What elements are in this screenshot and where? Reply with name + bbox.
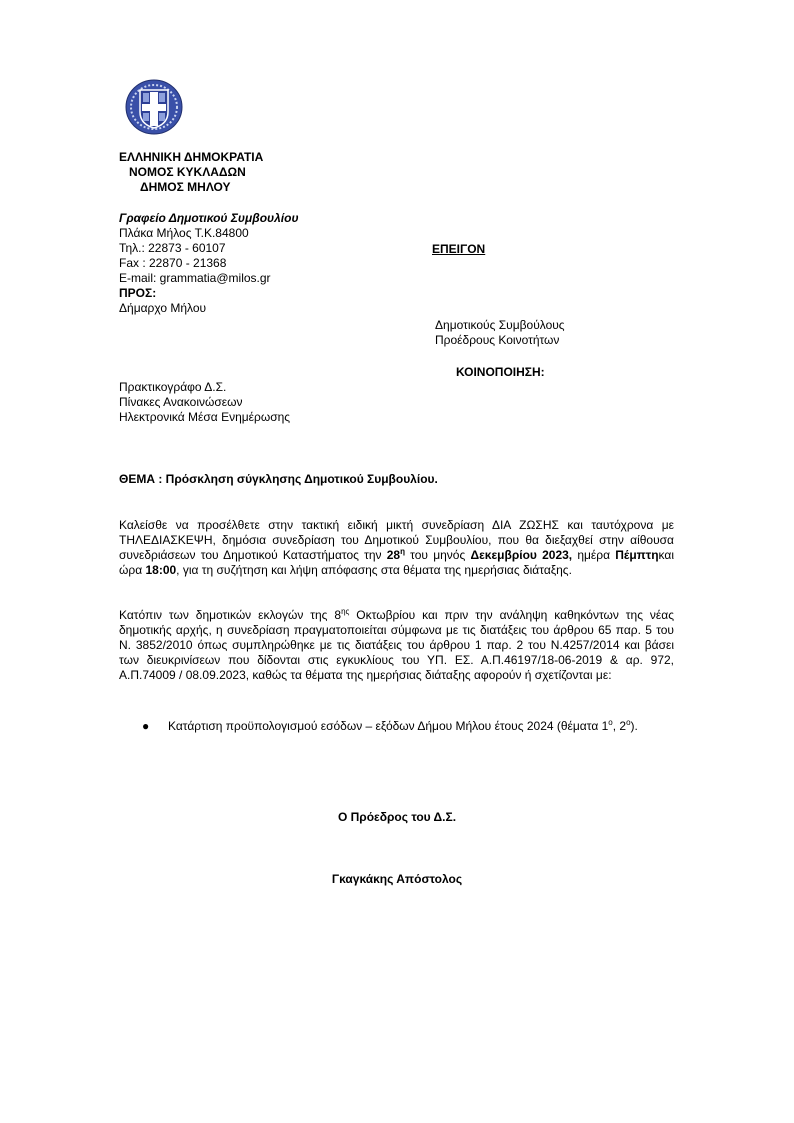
office-phone: Τηλ.: 22873 - 60107 [119, 241, 226, 255]
meeting-weekday: Πέμπτη [615, 548, 659, 562]
cc-list [119, 380, 290, 425]
signatory-name: Γκαγκάκης Απόστολος [331, 872, 463, 886]
cc-item: Πίνακες Ανακοινώσεων [119, 395, 243, 409]
invitation-paragraph: Καλείσθε να προσέλθετε στην τακτική ειδική μικτή συνεδρίαση ΔΙΑ ΖΩΣΗΣ και ταυτόχρονα με ΤΗΛΕΔΙΑΣΚΕΨΗ, δημόσια συνεδρίαση του Δημοτικού Συμβουλίου, που θα διεξαχθεί στην αίθουσα συνεδριάσεων του Δημοτικού Καταστήματος την $28^\eta$ του μηνός Δεκεμβρίου 2023, ημέρα Πέμπτηκαι ώρα 18:00, για τη συζήτηση και λήψη απόφασης στα θέματα της ημερήσιας διάταξης. [119, 518, 675, 577]
republic-title: ΕΛΛΗΝΙΚΗ ΔΗΜΟΚΡΑΤΙΑ [119, 150, 264, 164]
to-recipients-right [435, 318, 565, 348]
letterhead [119, 150, 263, 195]
urgent-label: ΕΠΕΙΓΟΝ [432, 242, 486, 256]
office-block [119, 211, 299, 316]
cc-label: ΚΟΙΝΟΠΟΙΗΣΗ: [456, 365, 545, 379]
meeting-month: Δεκεμβρίου 2023, [470, 548, 573, 562]
to-recipient-councillors: Δημοτικούς Συμβούλους [435, 318, 565, 332]
agenda-item-text: Κατάρτιση προϋπολογισμού εσόδων – εξόδων Δήμου Μήλου έτους 2024 (θέματα $1^o$, $2^o$). [168, 718, 638, 733]
office-email: E-mail: grammatia@milos.gr [119, 271, 271, 285]
agenda-item [142, 719, 677, 734]
bullet-icon: ● [142, 719, 150, 733]
prefecture-title: ΝΟΜΟΣ ΚΥΚΛΑΔΩΝ [129, 165, 246, 179]
office-address: Πλάκα Μήλος Τ.Κ.84800 [119, 226, 249, 240]
municipality-title: ΔΗΜΟΣ ΜΗΛΟΥ [140, 180, 231, 194]
to-recipient-mayor: Δήμαρχο Μήλου [119, 301, 207, 315]
office-name: Γραφείο Δημοτικού Συμβουλίου [119, 211, 299, 225]
subject-line: ΘΕΜΑ : Πρόσκληση σύγκλησης Δημοτικού Συμβουλίου. [119, 472, 438, 486]
meeting-time: 18:00 [145, 563, 177, 577]
signatory-title: Ο Πρόεδρος του Δ.Σ. [337, 810, 457, 824]
greek-coat-of-arms-emblem [124, 76, 184, 136]
office-fax: Fax : 22870 - 21368 [119, 256, 227, 270]
meeting-day: $28^\eta$ [386, 547, 405, 562]
legal-basis-paragraph: Κατόπιν των δημοτικών εκλογών της $8^{\eta\varsigma}$ Οκτωβρίου και πριν την ανάληψη καθηκόντων της νέας δημοτικής αρχής, η συνεδρίαση πραγματοποιείται σύμφωνα με τις διατάξεις του άρθρου 65 παρ. 5 του Ν. 3852/2010 όπως συμπληρώθηκε με τις διατάξεις του άρθρου 1 παρ. 2 του Ν.4257/2014 και βάσει των διευκρινίσεων που δίδονται στις εγκυκλίους του ΥΠ. ΕΣ. Α.Π.46197/18-06-2019 & αρ. 972, Α.Π.74009 / 08.09.2023, καθώς τα θέματα της ημερήσιας διάταξης αφορούν ή σχετίζονται με: [119, 607, 675, 682]
cc-item: Πρακτικογράφο Δ.Σ. [119, 380, 227, 394]
to-recipient-community-presidents: Προέδρους Κοινοτήτων [435, 333, 560, 347]
to-label: ΠΡΟΣ: [119, 286, 157, 300]
cc-item: Ηλεκτρονικά Μέσα Ενημέρωσης [119, 410, 291, 424]
